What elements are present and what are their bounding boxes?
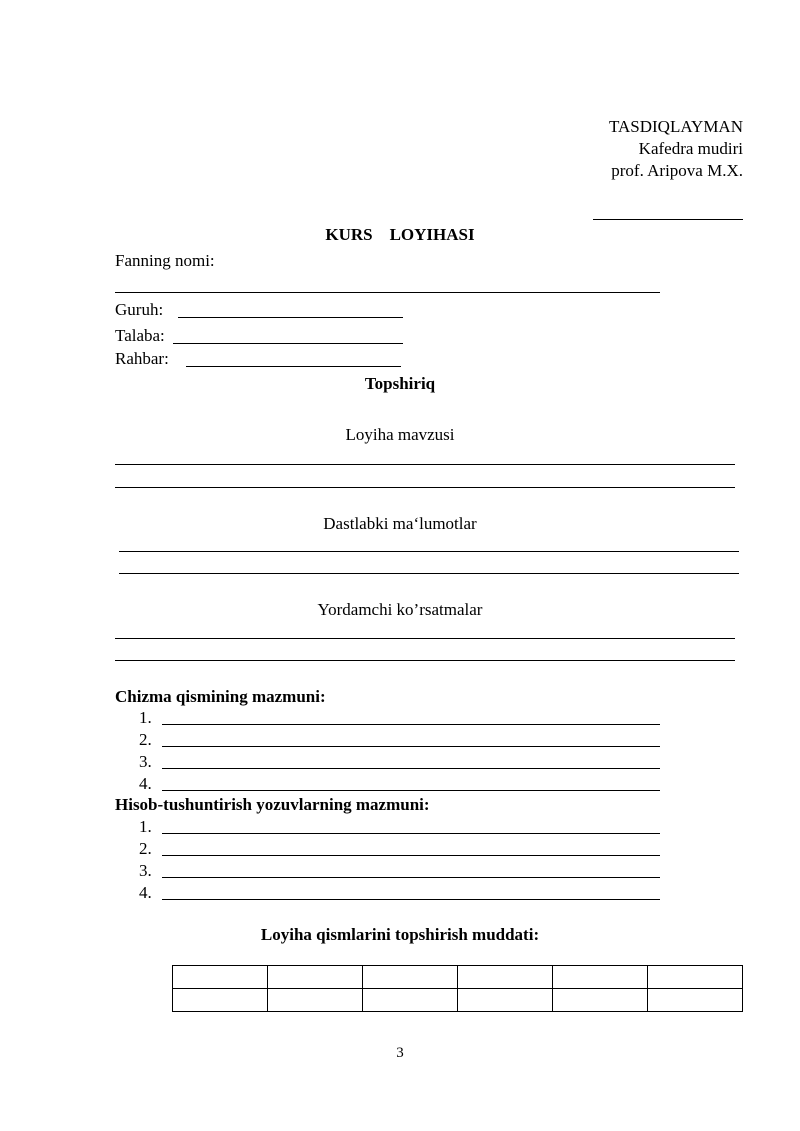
initial-data-line-2 <box>119 573 739 574</box>
group-label: Guruh: <box>115 300 164 319</box>
deadline-table <box>172 965 743 1012</box>
table-cell <box>363 966 458 989</box>
guidance-line-2 <box>115 660 735 661</box>
topic-line-1 <box>115 464 735 465</box>
initial-data-label: Dastlabki ma‘lumotlar <box>323 514 477 533</box>
table-cell <box>173 966 268 989</box>
supervisor-label: Rahbar: <box>115 349 169 368</box>
table-row <box>173 966 743 989</box>
page-title: KURS LOYIHASI <box>325 225 475 244</box>
drawing-item-line <box>162 746 660 747</box>
drawing-heading: Chizma qismining mazmuni: <box>115 687 326 706</box>
calc-item-number: 4. <box>139 883 152 902</box>
approval-signature-line <box>593 219 743 220</box>
topic-line-2 <box>115 487 735 488</box>
subject-label: Fanning nomi: <box>115 251 215 270</box>
topic-label: Loyiha mavzusi <box>345 425 455 444</box>
guidance-line-1 <box>115 638 735 639</box>
calc-item-number: 3. <box>139 861 152 880</box>
table-cell <box>648 989 743 1012</box>
table-row <box>173 989 743 1012</box>
table-cell <box>363 989 458 1012</box>
calc-item-line <box>162 877 660 878</box>
page-number: 3 <box>396 1045 404 1061</box>
table-cell <box>458 966 553 989</box>
approval-title: TASDIQLAYMAN <box>608 117 743 136</box>
student-label: Talaba: <box>115 326 165 345</box>
drawing-item-line <box>162 724 660 725</box>
initial-data-line-1 <box>119 551 739 552</box>
approval-position: Kafedra mudiri <box>638 139 743 158</box>
drawing-item-number: 2. <box>139 730 152 749</box>
table-cell <box>648 966 743 989</box>
table-cell <box>553 989 648 1012</box>
calc-item-line <box>162 833 660 834</box>
approval-name: prof. Aripova M.X. <box>611 161 743 180</box>
drawing-item-line <box>162 768 660 769</box>
table-cell <box>268 966 363 989</box>
supervisor-field-line <box>186 366 401 367</box>
task-heading: Topshiriq <box>364 374 436 393</box>
calc-heading: Hisob-tushuntirish yozuvlarning mazmuni: <box>115 795 430 814</box>
calc-item-number: 1. <box>139 817 152 836</box>
drawing-item-number: 3. <box>139 752 152 771</box>
student-field-line <box>173 343 403 344</box>
group-field-line <box>178 317 403 318</box>
calc-item-line <box>162 855 660 856</box>
table-cell <box>458 989 553 1012</box>
calc-item-line <box>162 899 660 900</box>
drawing-item-number: 4. <box>139 774 152 793</box>
deadline-heading: Loyiha qismlarini topshirish muddati: <box>260 925 540 944</box>
drawing-item-number: 1. <box>139 708 152 727</box>
table-cell <box>268 989 363 1012</box>
guidance-label: Yordamchi ko’rsatmalar <box>317 600 483 619</box>
subject-field-line <box>115 292 660 293</box>
table-cell <box>173 989 268 1012</box>
calc-item-number: 2. <box>139 839 152 858</box>
drawing-item-line <box>162 790 660 791</box>
table-cell <box>553 966 648 989</box>
